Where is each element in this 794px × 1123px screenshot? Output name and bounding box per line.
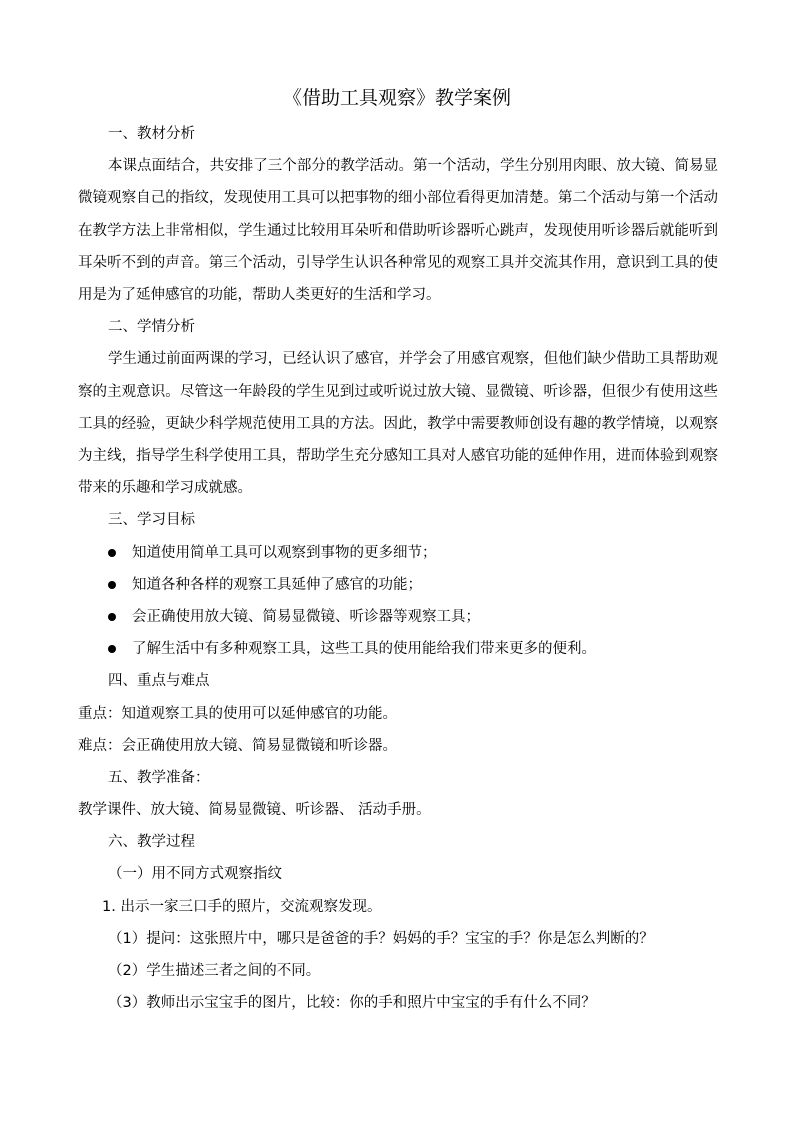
step-text: 1. 出示一家三口手的照片，交流观察发现。	[102, 898, 382, 915]
difficulty-text: 难点：会正确使用放大镜、简易显微镜和听诊器。	[78, 737, 397, 754]
section-heading-6: 六、教学过程	[108, 834, 195, 851]
bullet-dot-icon	[108, 613, 116, 621]
bullet-dot-icon	[108, 549, 116, 557]
step-item: （2）学生描述三者之间的不同。	[108, 963, 321, 980]
section-paragraph-1: 本课点面结合，共安排了三个部分的教学活动。第一个活动，学生分别用肉眼、放大镜、简易显微镜观察自己的指纹，发现使用工具可以把事物的细小部位看得更加清楚。第二个活动与第一个活动在教学方法上非常相似，学生通过比较用耳朵听和借助听诊器听心跳声，发现使用听诊器后就能听到耳朵听不到的声音。第三个活动，引导学生认识各种常见的观察工具并交流其作用，意识到工具的使用是为了延伸感官的功能，帮助人类更好的生活和学习。	[78, 158, 718, 303]
section-heading-2: 二、学情分析	[108, 319, 195, 336]
section-paragraph-2: 学生通过前面两课的学习，已经认识了感官，并学会了用感官观察，但他们缺少借助工具帮助观察的主观意识。尽管这一年龄段的学生见到过或听说过放大镜、显微镜、听诊器，但很少有使用这些工具的经验，更缺少科学规范使用工具的方法。因此，教学中需要教师创设有趣的教学情境，以观察为主线，指导学生科学使用工具，帮助学生充分感知工具对人感官功能的延伸作用，进而体验到观察带来的乐趣和学习成就感。	[78, 351, 718, 497]
section-heading-1: 一、教材分析	[108, 126, 195, 142]
key-point-text: 重点：知道观察工具的使用可以延伸感官的功能。	[78, 705, 397, 722]
step-item: （1）提问：这张照片中，哪只是爸爸的手？妈妈的手？宝宝的手？你是怎么判断的？	[108, 930, 654, 947]
goal-item	[78, 601, 718, 633]
materials-text: 教学课件、放大镜、简易显微镜、听诊器、 活动手册。	[78, 802, 431, 819]
document-body	[78, 118, 718, 1019]
bullet-dot-icon	[108, 645, 116, 653]
bullet-dot-icon	[108, 581, 116, 589]
goal-text: 会正确使用放大镜、简易显微镜、听诊器等观察工具；	[132, 608, 480, 625]
subsection-heading: （一）用不同方式观察指纹	[108, 866, 282, 883]
goal-item	[78, 537, 718, 569]
goal-item	[78, 633, 718, 665]
goal-text: 知道各种各样的观察工具延伸了感官的功能；	[132, 576, 422, 593]
document-title: 《借助工具观察》教学案例	[282, 87, 511, 109]
goal-text: 了解生活中有多种观察工具，这些工具的使用能给我们带来更多的便利。	[132, 641, 596, 658]
section-heading-4: 四、重点与难点	[108, 673, 210, 690]
section-heading-5: 五、教学准备：	[108, 769, 210, 786]
goal-item	[78, 569, 718, 601]
step-item: （3）教师出示宝宝手的图片，比较：你的手和照片中宝宝的手有什么不同？	[108, 995, 596, 1012]
section-heading-3: 三、学习目标	[108, 512, 195, 529]
goal-text: 知道使用简单工具可以观察到事物的更多细节；	[132, 544, 437, 561]
